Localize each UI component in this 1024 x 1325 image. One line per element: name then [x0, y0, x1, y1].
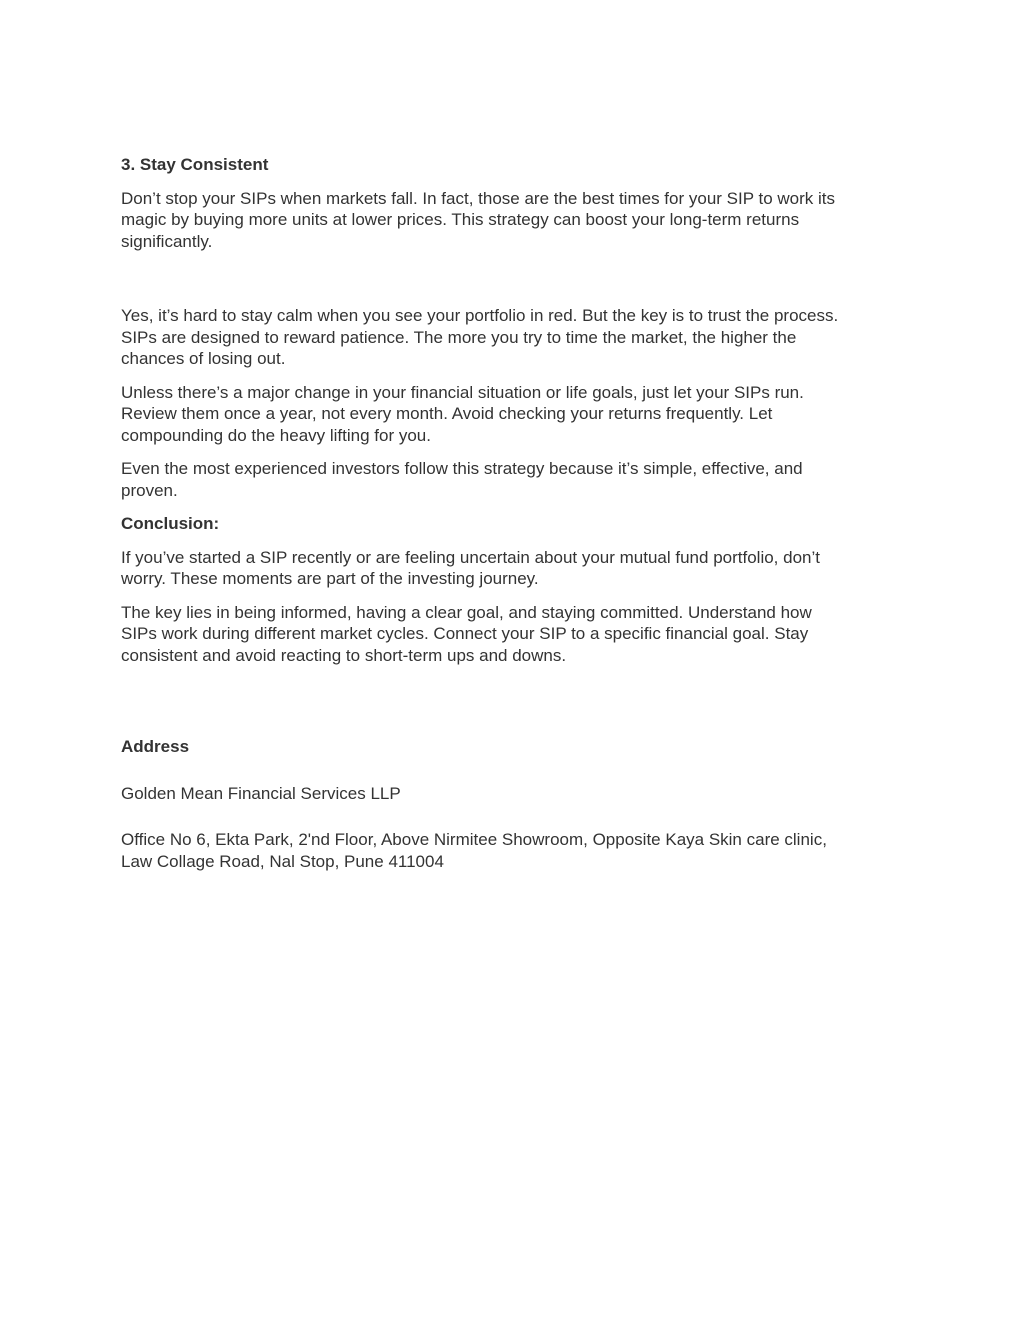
paragraph-stop-sips: Don’t stop your SIPs when markets fall. In fact, those are the best times for your SIP to work its magic by buying more units at lower prices. This strategy can boost your long-term returns significantly.: [121, 188, 835, 251]
address-text: Office No 6, Ekta Park, 2'nd Floor, Above Nirmitee Showroom, Opposite Kaya Skin care clinic, Law Collage Road, Nal Stop, Pune 411004: [121, 830, 827, 871]
document-page: [121, 154, 911, 872]
company-name: Golden Mean Financial Services LLP: [121, 783, 401, 803]
paragraph-conclusion-1: If you’ve started a SIP recently or are feeling uncertain about your mutual fund portfolio, don’t worry. These moments are part of the investing journey.: [121, 547, 820, 588]
conclusion-heading: Conclusion:: [121, 514, 220, 533]
address-heading: Address: [121, 737, 190, 756]
paragraph-conclusion-2: The key lies in being informed, having a clear goal, and staying committed. Understand how SIPs work during different market cycles. Connect your SIP to a specific financial goal. Stay consistent and avoid reacting to short-term ups and downs.: [121, 602, 812, 665]
section-heading: 3. Stay Consistent: [121, 155, 269, 174]
paragraph-experienced-investors: Even the most experienced investors follow this strategy because it’s simple, effective, and proven.: [121, 459, 803, 500]
paragraph-stay-calm: Yes, it’s hard to stay calm when you see your portfolio in red. But the key is to trust the process. SIPs are designed to reward patience. The more you try to time the market, the higher the chances of losing out.: [121, 306, 839, 368]
paragraph-let-sips-run: Unless there’s a major change in your financial situation or life goals, just let your SIPs run. Review them once a year, not every month. Avoid checking your returns frequently. Let compounding do the heavy lifting for you.: [121, 382, 804, 445]
